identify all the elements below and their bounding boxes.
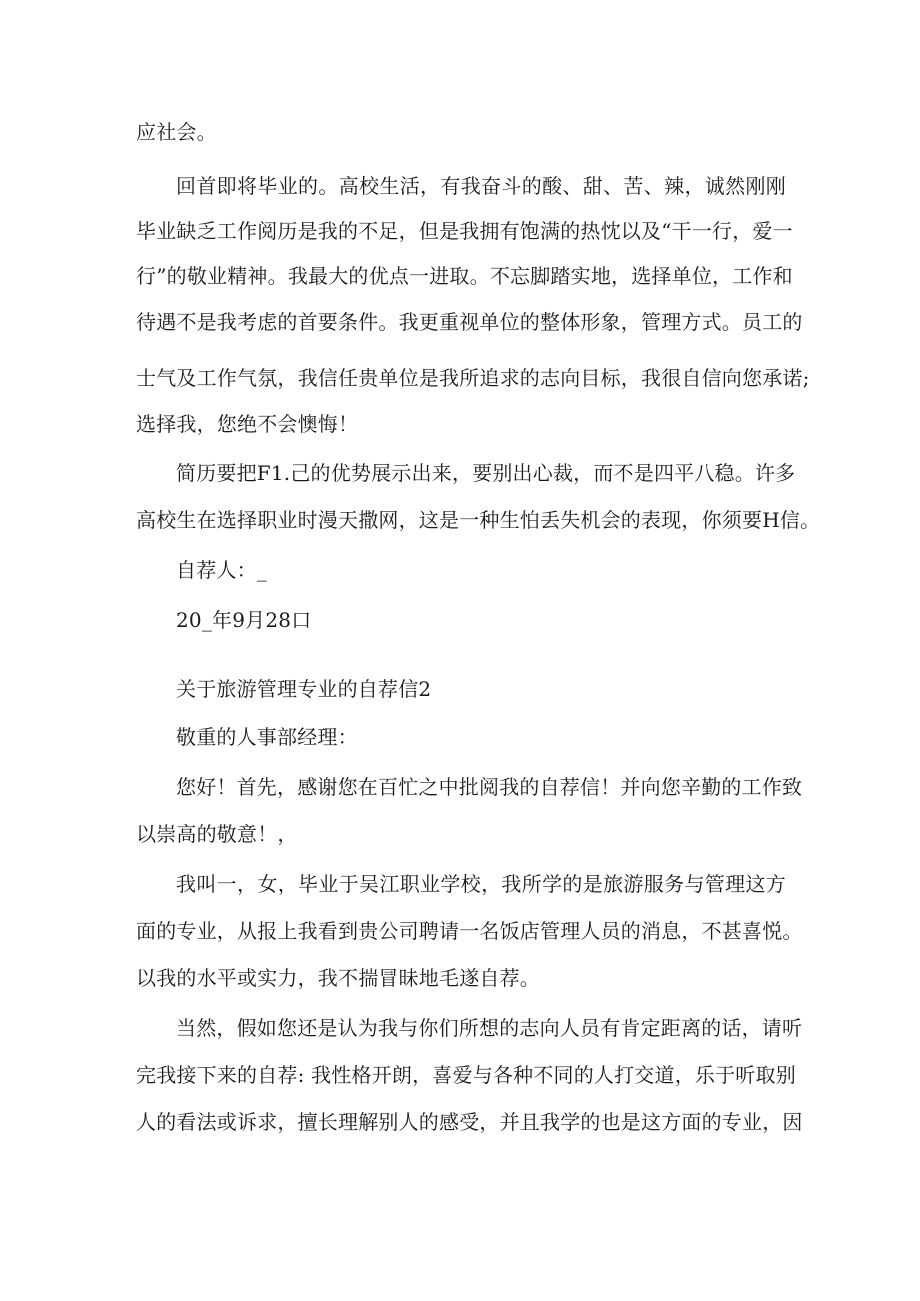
text-line: 选择我，您绝不会懊悔！ xyxy=(136,412,359,436)
text-line: 人的看法或诉求，擅长理解别人的感受，并且我学的也是这方面的专业，因 xyxy=(136,1110,803,1134)
text-line: 待遇不是我考虑的首要条件。我更重视单位的整体形象，管理方式。员工的 xyxy=(136,310,803,334)
text-line: 您好！首先，感谢您在百忙之中批阅我的自荐信！并向您辛勤的工作致 xyxy=(176,775,803,799)
text-line: 士气及工作气氛，我信任贵单位是我所追求的志向目标，我很自信向您承诺; xyxy=(136,366,810,390)
text-line: 应社会。 xyxy=(136,120,217,144)
salutation: 敬重的人事部经理： xyxy=(176,725,358,749)
text-line: 当然，假如您还是认为我与你们所想的志向人员有肯定距离的话，请听 xyxy=(176,1016,803,1040)
text-line: 简历要把F1.己的优势展示出来，要别出心裁，而不是四平八稳。许多 xyxy=(176,461,796,485)
text-line: 毕业缺乏工作阅历是我的不足，但是我拥有饱满的热忱以及“干一行，爱一 xyxy=(136,219,793,243)
text-line: 以崇高的敬意！， xyxy=(136,822,298,846)
section-title: 关于旅游管理专业的自荐信2 xyxy=(176,677,432,701)
text-line: 回首即将毕业的。高校生活，有我奋斗的酸、甜、苦、辣，诚然刚刚 xyxy=(176,174,786,198)
text-line: 完我接下来的自荐: 我性格开朗，喜爱与各种不同的人打交道，乐于听取别 xyxy=(136,1063,796,1087)
text-line: 行”的敬业精神。我最大的优点一进取。不忘脚踏实地，选择单位，工作和 xyxy=(136,264,793,288)
date-line: 20_年9月28口 xyxy=(176,608,312,632)
text-line: 面的专业，从报上我看到贵公司聘请一名饭店管理人员的消息，不甚喜悦。 xyxy=(136,919,803,943)
text-line: 我叫一，女，毕业于吴江职业学校，我所学的是旅游服务与管理这方 xyxy=(176,872,786,896)
text-line: 以我的水平或实力，我不揣冒昧地毛遂自荐。 xyxy=(136,966,540,990)
text-line: 高校生在选择职业时漫天撒网，这是一种生怕丢失机会的表现，你须要H信。 xyxy=(136,508,821,532)
signature-line: 自荐人：_ xyxy=(176,558,267,582)
